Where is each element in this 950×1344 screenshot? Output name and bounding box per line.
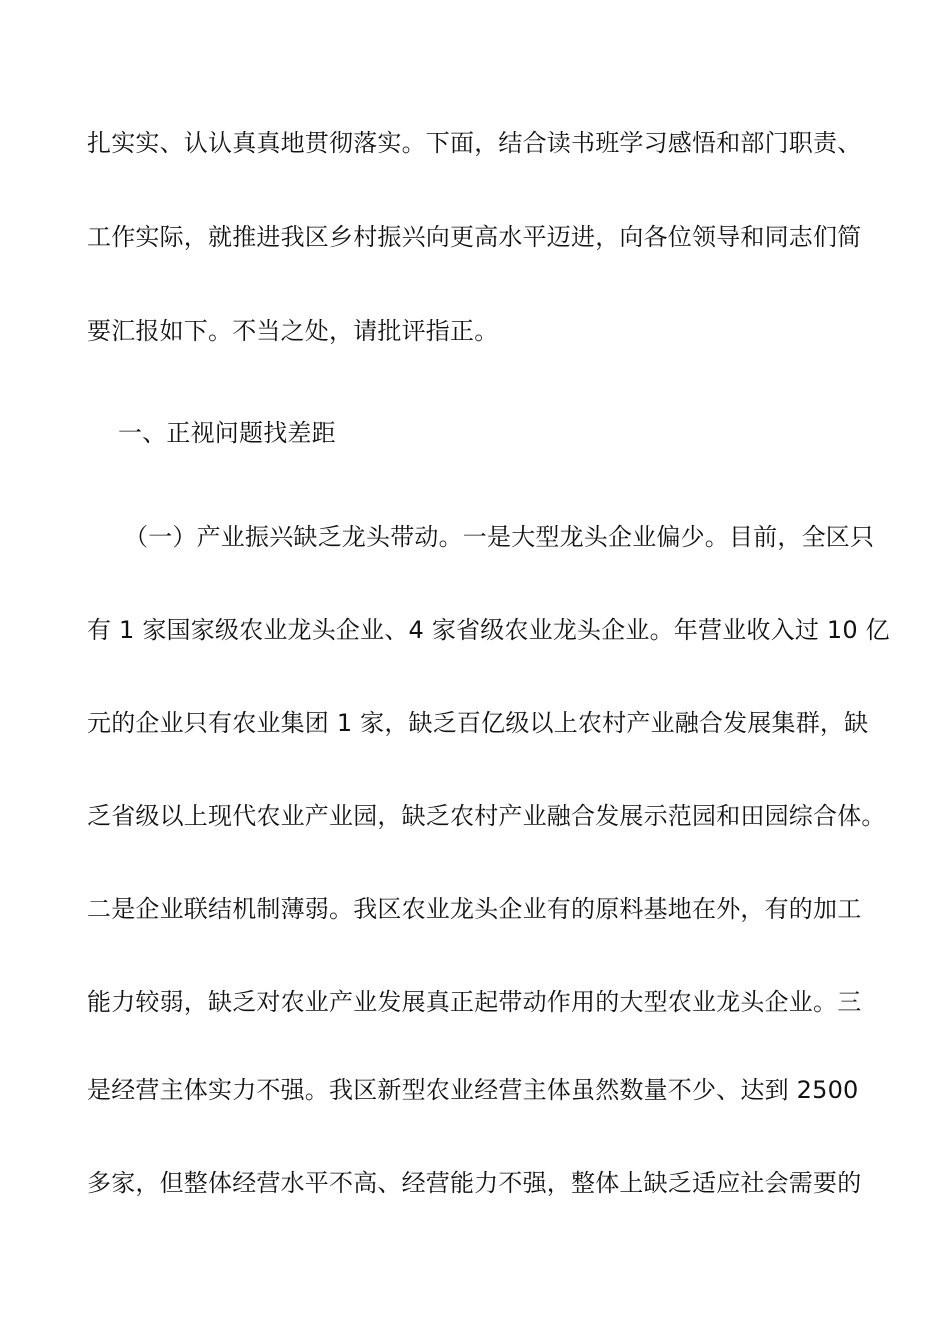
section-heading: 一、正视问题找差距 [118, 419, 336, 447]
body-text-line: 扎实实、认认真真地贯彻落实。下面，结合读书班学习感悟和部门职责、 [87, 129, 862, 157]
body-text-line: 多家，但整体经营水平不高、经营能力不强，整体上缺乏适应社会需要的 [87, 1169, 862, 1197]
body-text-line: 乏省级以上现代农业产业园，缺乏农村产业融合发展示范园和田园综合体。 [87, 802, 886, 830]
body-text-line: 有 1 家国家级农业龙头企业、4 家省级农业龙头企业。年营业收入过 10 亿 [87, 616, 890, 644]
subsection-paragraph-start: （一）产业振兴缺乏龙头带动。一是大型龙头企业偏少。目前，全区只 [124, 523, 875, 551]
body-text-line: 工作实际，就推进我区乡村振兴向更高水平迈进，向各位领导和同志们简 [87, 223, 862, 251]
body-text-line: 是经营主体实力不强。我区新型农业经营主体虽然数量不少、达到 2500 [87, 1076, 859, 1104]
body-text-line: 要汇报如下。不当之处，请批评指正。 [87, 317, 499, 345]
body-text-line: 二是企业联结机制薄弱。我区农业龙头企业有的原料基地在外，有的加工 [87, 895, 862, 923]
body-text-line: 元的企业只有农业集团 1 家，缺乏百亿级以上农村产业融合发展集群，缺 [87, 709, 869, 737]
body-text-line: 能力较弱，缺乏对农业产业发展真正起带动作用的大型农业龙头企业。三 [87, 988, 862, 1016]
